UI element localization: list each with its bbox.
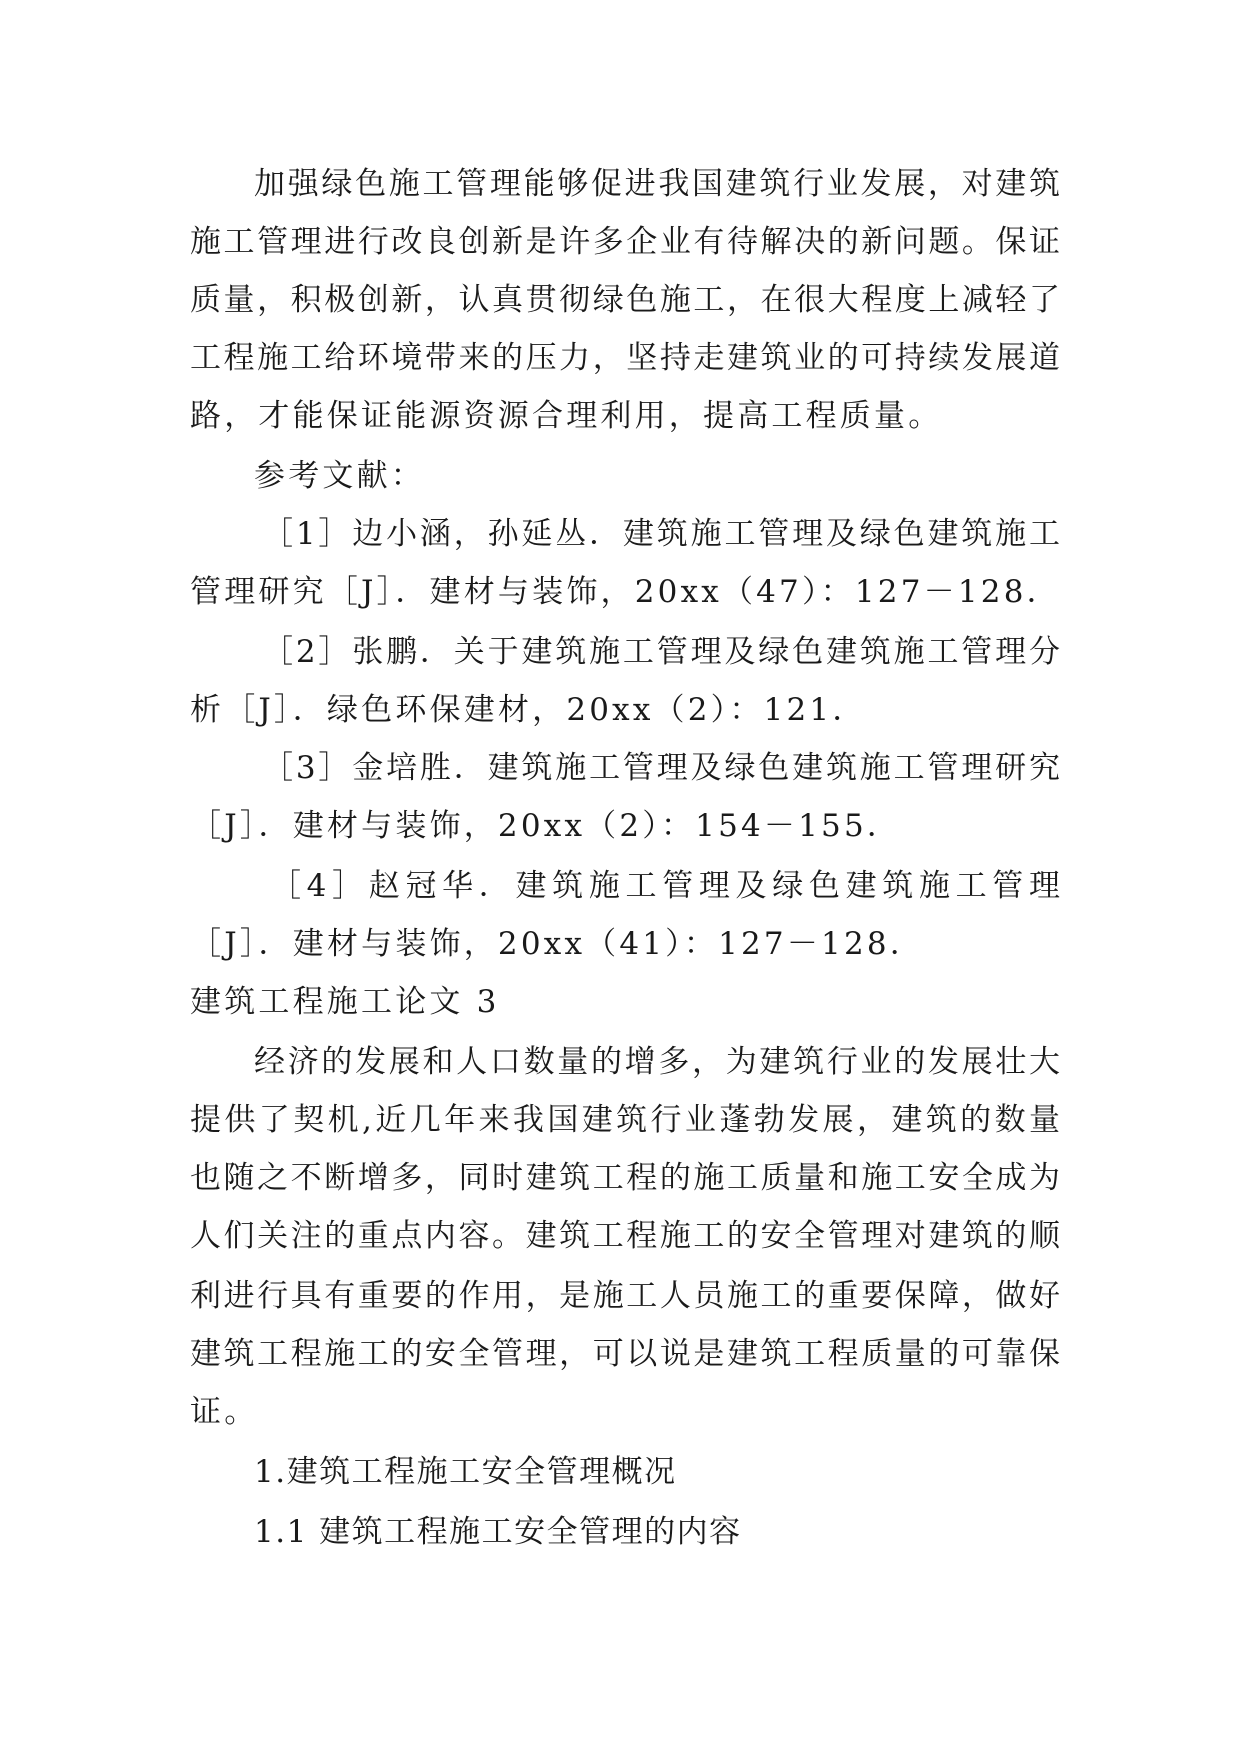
reference-item: ［4］赵冠华．建筑施工管理及绿色建筑施工管理 (270, 868, 1060, 904)
section-title: 建筑工程施工论文 3 (190, 984, 500, 1020)
paragraph-line: 施工管理进行改良创新是许多企业有待解决的新问题。保证 (190, 224, 1060, 260)
reference-item-continued: 管理研究［J］．建材与装饰，20xx（47）：127－128． (190, 574, 1061, 610)
paragraph-line: 加强绿色施工管理能够促进我国建筑行业发展，对建筑 (254, 166, 1060, 202)
reference-item: ［1］边小涵，孙延丛．建筑施工管理及绿色建筑施工 (262, 516, 1060, 552)
subheading: 1.建筑工程施工安全管理概况 (254, 1454, 677, 1490)
reference-item: ［3］金培胜．建筑施工管理及绿色建筑施工管理研究 (262, 750, 1060, 786)
paragraph-line: 质量，积极创新，认真贯彻绿色施工，在很大程度上减轻了 (190, 282, 1060, 318)
paragraph-line: 也随之不断增多，同时建筑工程的施工质量和施工安全成为 (190, 1160, 1060, 1196)
reference-item-continued: 析［J］．绿色环保建材，20xx（2）：121． (190, 692, 867, 728)
paragraph-line: 证。 (190, 1394, 259, 1430)
paragraph-line: 人们关注的重点内容。建筑工程施工的安全管理对建筑的顺 (190, 1218, 1060, 1254)
paragraph-line: 建筑工程施工的安全管理，可以说是建筑工程质量的可靠保 (190, 1336, 1060, 1372)
reference-item-continued: ［J］．建材与装饰，20xx（2）：154－155． (190, 808, 902, 844)
paragraph-line: 经济的发展和人口数量的增多，为建筑行业的发展壮大 (254, 1044, 1060, 1080)
paragraph-line: 路，才能保证能源资源合理利用，提高工程质量。 (190, 398, 943, 434)
reference-item: ［2］张鹏．关于建筑施工管理及绿色建筑施工管理分 (262, 634, 1060, 670)
references-heading: 参考文献： (254, 458, 425, 494)
paragraph-line: 工程施工给环境带来的压力，坚持走建筑业的可持续发展道 (190, 340, 1060, 376)
paragraph-line: 利进行具有重要的作用，是施工人员施工的重要保障，做好 (190, 1278, 1060, 1314)
subheading: 1.1 建筑工程施工安全管理的内容 (254, 1514, 742, 1550)
reference-item-continued: ［J］．建材与装饰，20xx（41）：127－128． (190, 926, 925, 962)
paragraph-line: 提供了契机,近几年来我国建筑行业蓬勃发展，建筑的数量 (190, 1102, 1060, 1138)
